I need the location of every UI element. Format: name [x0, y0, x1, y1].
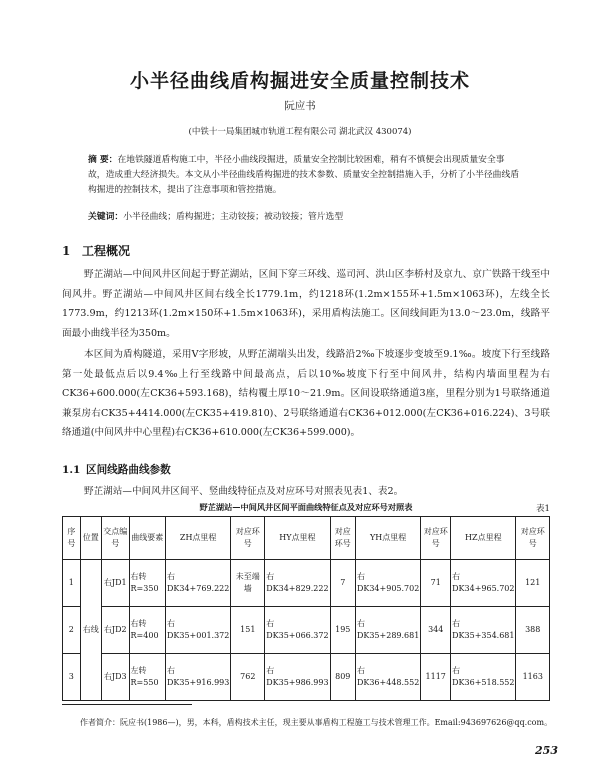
table-cell: 右DK35+001.372: [165, 607, 230, 654]
table-cell: 344: [421, 607, 451, 654]
abstract-text: 在地铁隧道盾构施工中，半径小曲线段掘进，质量安全控制比较困难，稍有不慎便会出现质量安全事故，造成重大经济损失。本文从小半径曲线盾构掘进的技术参数、质量安全控制措施入手，分析了小半径曲线盾构掘进的控制技术，提出了注意事项和管控措施。: [88, 155, 520, 195]
table-header: 对应环号: [330, 517, 355, 560]
table-cell: 右DK36+518.552: [451, 654, 516, 701]
section-1-title: 工程概况: [82, 244, 131, 258]
table-cell: 右转R=400: [129, 607, 165, 654]
page-number: 253: [535, 744, 558, 757]
table-cell: 71: [421, 560, 451, 607]
table-cell: 1: [63, 560, 81, 607]
author-affiliation: (中铁十一局集团城市轨道工程有限公司 湖北武汉 430074): [188, 127, 412, 137]
table-cell: 右DK35+354.681: [451, 607, 516, 654]
table-cell: 右DK35+289.681: [355, 607, 420, 654]
table-label: 表1: [535, 504, 550, 514]
table-cell: 右JD2: [101, 607, 129, 654]
table-row: [63, 560, 550, 607]
table-row: [63, 607, 550, 654]
section-1-paragraph: 本区间为盾构隧道，采用V字形坡，从野芷湖端头出发，线路沿2‰下坡逐步变坡至9.1‰。坡度下行至线路第一处最低点后以9.4‰上行至线路中间最高点，后以10‰坡度下行至中间风井，结构内墙面里程为右CK36+600.000(左CK36+593.168)，结构覆土厚10～21.9m。区间设联络通道3座，里程分别为1号联络通道兼泵房右CK35+4414.000(左CK35+419.810)、2号联络通道右CK36+012.000(左CK36+016.224)、3号联络通道(中间风井中心里程)右CK36+610.000(左CK36+599.000)。: [62, 349, 550, 438]
table-header: 对应环号: [231, 517, 265, 560]
author-footnote: 作者简介：阮应书(1986—)，男，本科，盾构技术主任，现主要从事盾构工程施工与技术管理工作。Email:943697626@qq.com。: [80, 718, 553, 727]
table-header: 对应环号: [421, 517, 451, 560]
table-cell: 762: [231, 654, 265, 701]
paper-title: 小半径曲线盾构掘进安全质量控制技术: [129, 70, 470, 92]
table-cell: 右DK34+905.702: [355, 560, 420, 607]
table-cell: 195: [330, 607, 355, 654]
abstract: [88, 153, 522, 198]
table-cell: 809: [330, 654, 355, 701]
table-header: YH点里程: [355, 517, 420, 560]
table-cell: 1117: [421, 654, 451, 701]
table-caption-text: 野芷湖站—中间风井区间平面曲线特征点及对应环号对照表: [199, 502, 413, 512]
section-1-1-paragraph: 野芷湖站—中间风井区间平、竖曲线特征点及对应环号对照表见表1、表2。: [84, 486, 404, 497]
table-header: 位置: [80, 517, 101, 560]
footnote-rule: [62, 704, 192, 705]
table-header: HY点里程: [265, 517, 330, 560]
section-1-1-number: 1.1: [62, 464, 81, 476]
table-header: 对应环号: [516, 517, 550, 560]
keywords: [88, 209, 522, 222]
table-header: ZH点里程: [165, 517, 230, 560]
table-cell: 右DK35+066.372: [265, 607, 330, 654]
keywords-text: 小半径曲线；盾构掘进；主动铰接；被动铰接；管片选型: [123, 212, 344, 222]
section-1-paragraph: 野芷湖站—中间风井区间起于野芷湖站，区间下穿三环线、巡司河、洪山区李桥村及京九、京广铁路干线至中间风井。野芷湖站—中间风井区间右线全长1779.1m，约1218环(1.2m×155环+1.5m×1063环)，左线全长1773.9m，约1213环(1.2m×150环+1.5m×1063环)，采用盾构法施工。区间线间距为13.0～23.0m，线路平面最小曲线半径为350m。: [62, 269, 550, 339]
section-1-1-heading: [62, 462, 171, 477]
table-cell: 右JD1: [101, 560, 129, 607]
table-cell: 2: [63, 607, 81, 654]
table-cell: 右JD3: [101, 654, 129, 701]
table-cell-position: 右线: [80, 560, 101, 701]
table-cell: 右DK34+965.702: [451, 560, 516, 607]
table-cell: 右DK35+986.993: [265, 654, 330, 701]
table-header-row: [63, 517, 550, 560]
table-row: [63, 654, 550, 701]
curve-parameters-table: [62, 516, 550, 701]
table-cell: 388: [516, 607, 550, 654]
section-1-1-title: 区间线路曲线参数: [86, 464, 171, 476]
table-cell: 左转R=550: [129, 654, 165, 701]
table-header: 序号: [63, 517, 81, 560]
table-cell: 1163: [516, 654, 550, 701]
table-cell: 右DK34+769.222: [165, 560, 230, 607]
section-1-number: 1: [62, 244, 71, 258]
table-header: 曲线要素: [129, 517, 165, 560]
table-cell: 7: [330, 560, 355, 607]
author-name: 阮应书: [284, 100, 316, 112]
table-header: 交点编号: [101, 517, 129, 560]
table-cell: 3: [63, 654, 81, 701]
table-cell: 未至端墙: [231, 560, 265, 607]
table-cell: 151: [231, 607, 265, 654]
abstract-label: 摘 要：: [88, 155, 118, 165]
table-cell: 右DK36+448.552: [355, 654, 420, 701]
table-cell: 右DK34+829.222: [265, 560, 330, 607]
table-cell: 右DK35+916.993: [165, 654, 230, 701]
section-1-heading: [62, 242, 130, 259]
table-cell: 121: [516, 560, 550, 607]
keywords-label: 关键词：: [88, 212, 124, 222]
table-cell: 右转R=350: [129, 560, 165, 607]
table-header: HZ点里程: [451, 517, 516, 560]
